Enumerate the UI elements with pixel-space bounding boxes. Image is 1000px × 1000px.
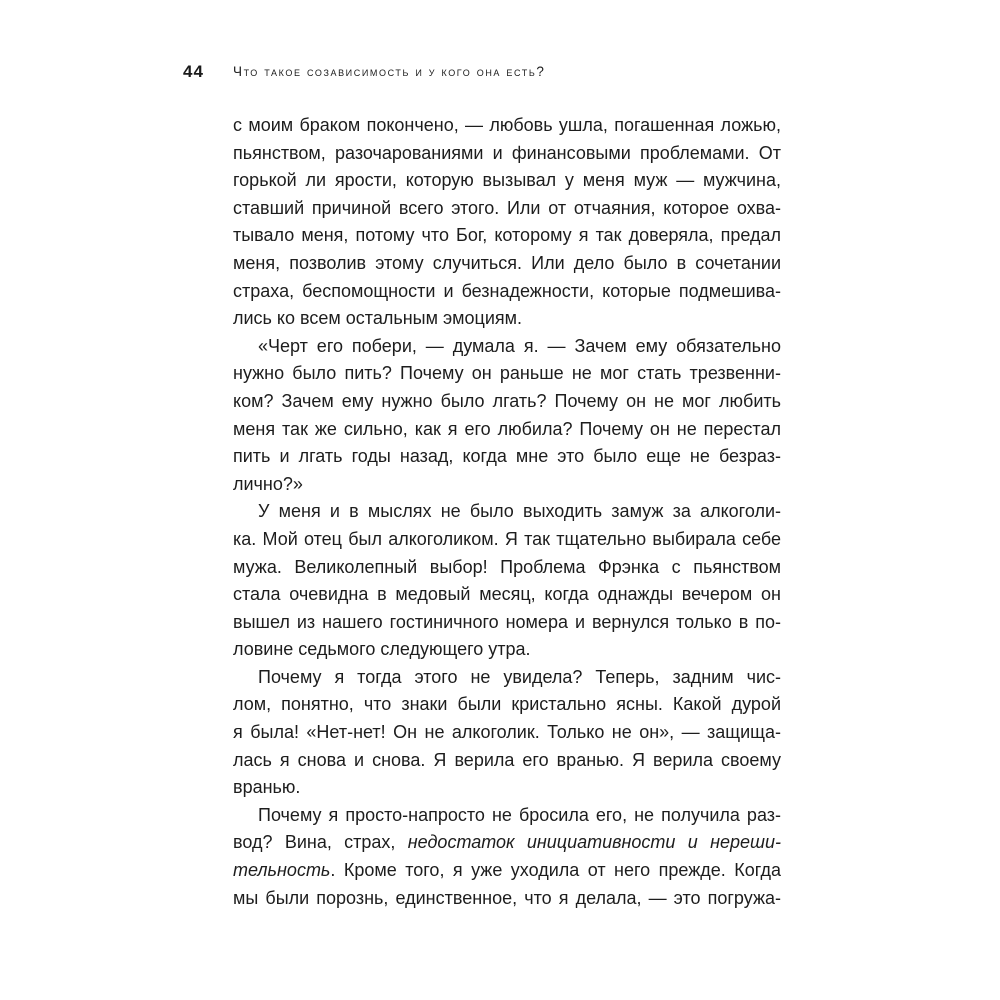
text-line — [233, 250, 781, 278]
text-run: вранью. — [233, 777, 301, 798]
paragraph — [233, 498, 781, 664]
italic-text-run: недостаток инициативности и нереши- — [407, 832, 781, 853]
text-run: лась я снова и снова. Я верила его вранью. Я верила своему — [233, 749, 781, 770]
text-line — [233, 443, 781, 471]
text-run: ка. Мой отец был алкоголиком. Я так тщательно выбирала себе — [233, 528, 781, 549]
text-line — [233, 581, 781, 609]
text-run: ставший причиной всего этого. Или от отчаяния, которое охва- — [233, 197, 781, 218]
text-run: пьянством, разочарованиями и финансовыми проблемами. От — [233, 142, 781, 163]
text-line — [233, 360, 781, 388]
text-line — [233, 802, 781, 830]
text-line — [233, 195, 781, 223]
text-line — [233, 554, 781, 582]
text-run: мы были порознь, единственное, что я делала, — это погружа- — [233, 887, 781, 908]
page-number: 44 — [183, 62, 204, 81]
running-title: Что такое созависимость и у кого она есть? — [233, 64, 546, 79]
text-line — [233, 636, 781, 664]
text-run: «Черт его побери, — думала я. — Зачем ему обязательно — [258, 335, 781, 356]
text-line — [233, 167, 781, 195]
text-run: горькой ли ярости, которую вызывал у меня муж — мужчина, — [233, 170, 781, 191]
text-line — [233, 526, 781, 554]
text-line — [233, 498, 781, 526]
paragraph — [233, 333, 781, 499]
text-run: пить и лгать годы назад, когда мне это было еще не безраз- — [233, 446, 781, 467]
paragraph — [233, 112, 781, 333]
text-run: страха, беспомощности и безнадежности, которые подмешива- — [233, 280, 781, 301]
text-line — [233, 664, 781, 692]
text-run: лись ко всем остальным эмоциям. — [233, 308, 523, 329]
text-run: лично?» — [233, 473, 303, 494]
text-line — [233, 305, 781, 333]
text-run: . Кроме того, я уже уходила от него прежде. Когда — [330, 860, 781, 881]
text-line — [233, 416, 781, 444]
page-body — [233, 112, 781, 912]
text-run: меня, позволив этому случиться. Или дело было в сочетании — [233, 252, 781, 273]
text-line — [233, 140, 781, 168]
text-run: ком? Зачем ему нужно было лгать? Почему он не мог любить — [233, 390, 781, 411]
paragraph — [233, 802, 781, 912]
text-line — [233, 471, 781, 499]
text-run: с моим браком покончено, — любовь ушла, погашенная ложью, — [233, 115, 781, 135]
text-run: меня так же сильно, как я его любила? Почему он не перестал — [233, 418, 781, 439]
text-line — [233, 747, 781, 775]
text-line — [233, 333, 781, 361]
text-run: вышел из нашего гостиничного номера и вернулся только в по- — [233, 611, 781, 632]
page-header — [0, 62, 1000, 86]
text-line — [233, 691, 781, 719]
text-run: ловине седьмого следующего утра. — [233, 639, 531, 660]
paragraph — [233, 664, 781, 802]
text-line — [233, 857, 781, 885]
text-line — [233, 278, 781, 306]
text-line — [233, 829, 781, 857]
text-line — [233, 609, 781, 637]
text-line — [233, 388, 781, 416]
text-run: У меня и в мыслях не было выходить замуж за алкоголи- — [258, 501, 781, 522]
text-run: лом, понятно, что знаки были кристально ясны. Какой дурой — [233, 694, 781, 715]
text-run: стала очевидна в медовый месяц, когда однажды вечером он — [233, 584, 781, 605]
text-line — [233, 774, 781, 802]
text-run: Почему я просто-напросто не бросила его, не получила раз- — [258, 804, 781, 825]
text-line — [233, 719, 781, 747]
text-run: вод? Вина, страх, — [233, 832, 408, 853]
text-run: тывало меня, потому что Бог, которому я так доверяла, предал — [233, 225, 781, 246]
text-line — [233, 222, 781, 250]
text-run: Почему я тогда этого не увидела? Теперь, задним чис- — [258, 666, 781, 687]
italic-text-run: тельность — [233, 860, 331, 881]
text-line — [233, 112, 781, 140]
text-run: я была! «Нет-нет! Он не алкоголик. Только не он», — защища- — [233, 722, 781, 743]
text-run: нужно было пить? Почему он раньше не мог стать трезвенни- — [233, 363, 781, 384]
text-run: мужа. Великолепный выбор! Проблема Фрэнка с пьянством — [233, 556, 781, 577]
text-line — [233, 885, 781, 913]
